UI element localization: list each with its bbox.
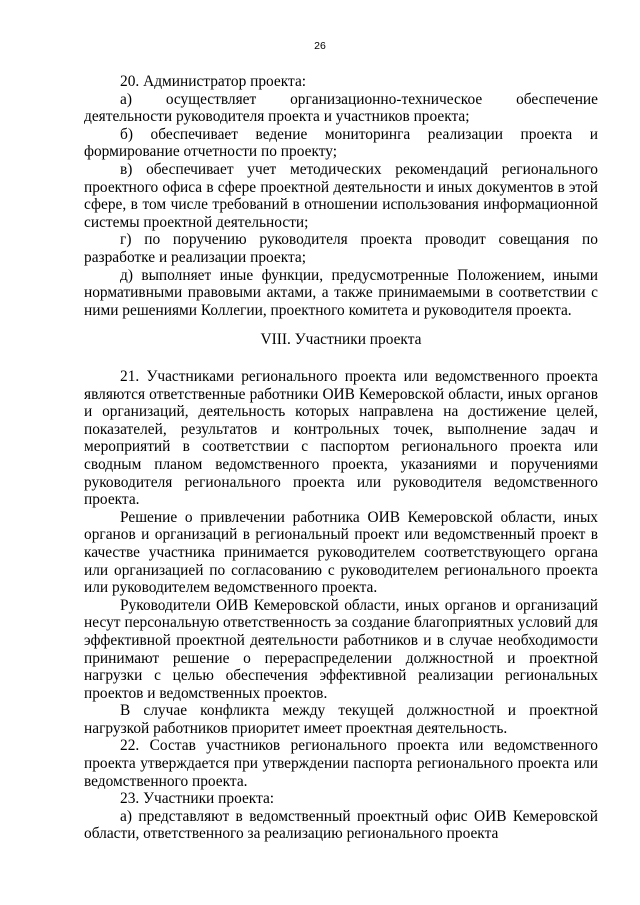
section-heading: VIII. Участники проекта	[260, 331, 422, 348]
paragraph: д) выполняет иные функции, предусмотренные Положением, иными нормативными правовыми актами, а также принимаемыми в соответствии с ними решениями Коллегии, проектного комитета и руководителя проекта.	[84, 266, 598, 319]
paragraph: а) представляют в ведомственный проектный офис ОИВ Кемеровской области, ответственного за реализацию регионального проекта	[84, 807, 598, 843]
page-number: 26	[314, 40, 326, 52]
paragraph: В случае конфликта между текущей должностной и проектной нагрузкой работников приоритет имеет проектная деятельность.	[84, 702, 598, 737]
paragraph: б) обеспечивает ведение мониторинга реализации проекта и формирование отчетности по проекту;	[84, 125, 598, 161]
paragraph: 23. Участники проекта:	[120, 790, 275, 808]
paragraph: 22. Состав участников регионального проекта или ведомственного проекта утверждается при утверждении паспорта регионального проекта или ведомственного проекта.	[84, 737, 598, 790]
paragraph: г) по поручению руководителя проекта проводит совещания по разработке и реализации проекта;	[84, 231, 598, 266]
paragraph: 21. Участниками регионального проекта или ведомственного проекта являются ответственные работники ОИВ Кемеровской области, иных органов и организаций, деятельность которых направлена на достижение целей, показателей, результатов и контрольных точек, выполнение задач и мероприятий в соответствии с паспортом регионального проекта или сводным планом ведомственного проекта, указаниями и поручениями руководителя регионального проекта или руководителя ведомственного проекта.	[84, 368, 598, 509]
paragraph: Руководители ОИВ Кемеровской области, иных органов и организаций несут персональную ответственность за создание благоприятных условий для эффективной проектной деятельности работников и в случае необходимости принимают решение о перераспределении должностной и проектной нагрузки с целью обеспечения эффективной реализации региональных проектов и ведомственных проектов.	[84, 596, 598, 702]
paragraph: в) обеспечивает учет методических рекомендаций регионального проектного офиса в сфере проектной деятельности и иных документов в этой сфере, в том числе требований в отношении использования информационной системы проектной деятельности;	[84, 160, 598, 231]
paragraph: а) осуществляет организационно-техническое обеспечение деятельности руководителя проекта и участников проекта;	[84, 90, 598, 126]
paragraph: Решение о привлечении работника ОИВ Кемеровской области, иных органов и организаций в региональный проект или ведомственный проект в качестве участника принимается руководителем соответствующего органа или организацией по согласованию с руководителем регионального проекта или руководителем ведомственного проекта.	[84, 508, 598, 597]
section-administrator	[84, 73, 598, 319]
section-participants	[84, 368, 598, 843]
paragraph: 20. Администратор проекта:	[120, 73, 307, 90]
